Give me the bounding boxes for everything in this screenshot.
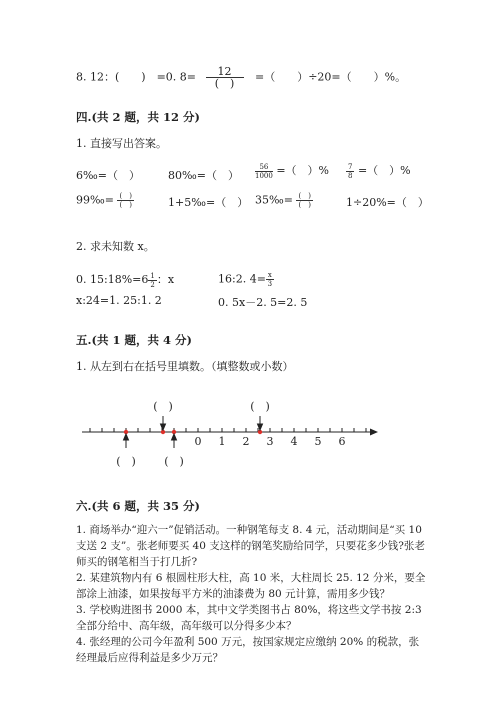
row2-c-prefix: 35‰=: [255, 193, 293, 207]
tick-label-5: 5: [314, 435, 322, 448]
row1-c-suffix: =（ ）%: [276, 164, 329, 177]
row2-a-fraction: [117, 192, 133, 209]
row1-d-suffix: =（ ）%: [357, 164, 411, 177]
eq2-fraction: [266, 271, 274, 288]
arrow-up-c-head-icon: [172, 434, 177, 440]
row2-c-fraction: [296, 192, 312, 209]
tick-label-3: 3: [266, 435, 274, 448]
row2-b: 1+5‰=（ ）: [168, 196, 249, 209]
section4-heading: 四.(共 2 题，共 12 分): [76, 110, 200, 124]
q8-line: [76, 66, 406, 89]
eq4: 0. 5x－2. 5=2. 5: [218, 296, 308, 309]
row2-c-den: ( ): [298, 201, 311, 209]
section5-heading: 五.(共 1 题，共 4 分): [76, 333, 192, 347]
row2-a-prefix: 99‰=: [76, 193, 114, 207]
row2-a-den: ( ): [119, 201, 132, 209]
eq1-suffix: ：x: [156, 273, 175, 286]
row2-c-num: ( ): [298, 192, 311, 200]
row1-d: [346, 162, 411, 180]
q8-prefix: 8. 12：( ) =0. 8=: [76, 70, 196, 84]
row1-c-fraction: [255, 163, 273, 180]
tick-label-2: 2: [242, 435, 250, 448]
eq1-frac-den: 2: [150, 280, 155, 289]
row2-a-num: ( ): [119, 192, 132, 200]
tick-label-4: 4: [290, 435, 298, 448]
eq2-frac-num: x: [267, 271, 272, 279]
number-line-arrow-icon: [370, 429, 378, 436]
eq2: [218, 271, 274, 288]
tick-label-0: 0: [194, 435, 202, 448]
tick-label-6: 6: [338, 435, 346, 448]
section5-q1-title: 1. 从左到右在括号里填数。（填整数或小数）: [76, 360, 294, 373]
eq1-fraction: [148, 272, 156, 289]
section6-problem-1: 1. 商场举办“迎六一”促销活动。一种钢笔每支 8. 4 元，活动期间是“买 10 支送 2 支”。张老师要买 40 支这样的钢笔奖励给同学，只要花多少钱?张老师买的钢笔相当于打几折?: [76, 524, 425, 568]
row1-a: 6‰=（ ）: [76, 169, 140, 182]
eq2-prefix: 16:2. 4=: [218, 272, 266, 286]
row2-d: 1÷20%=（ ）: [346, 196, 429, 209]
tick-label-1: 1: [218, 435, 226, 448]
arrow-down-b-head-icon: [161, 424, 166, 430]
eq2-frac-den: 3: [267, 280, 273, 288]
blank-below-c: ( ): [164, 455, 184, 468]
section4-q1-title: 1. 直接写出答案。: [76, 137, 167, 150]
blank-above-b: ( ): [153, 400, 173, 413]
row1-b: 80‰=（ ）: [168, 169, 239, 182]
section4-q2-title: 2. 求未知数 x。: [76, 240, 155, 253]
row1-c-den: 1000: [255, 171, 273, 180]
number-line-figure: [0, 390, 500, 490]
row1-c: [255, 162, 329, 180]
section6-problem-4: 4. 张经理的公司今年盈利 500 万元，按国家规定应缴纳 20% 的税款，张经理最后应得利益是多少万元？: [76, 636, 420, 664]
section6-heading: 六.(共 6 题，共 35 分): [76, 499, 200, 513]
number-line-ticks: [90, 428, 366, 432]
eq3: x:24=1. 25:1. 2: [76, 294, 162, 307]
blank-above-d: ( ): [250, 400, 270, 413]
q8-fraction: [206, 66, 244, 89]
eq1: [76, 271, 174, 289]
blank-below-a: ( ): [116, 455, 136, 468]
row1-d-fraction: [346, 163, 354, 180]
q8-frac-num: 12: [206, 66, 244, 78]
eq1-frac-num: 1: [150, 271, 155, 280]
q8-frac-den: ( ): [214, 77, 235, 90]
section6-problem-2: 2. 某建筑物内有 6 根圆柱形大柱，高 10 米，大柱周长 25. 12 分米，要全部涂上油漆，如果按每平方米的油漆费为 80 元计算，需用多少钱？: [76, 572, 426, 600]
section6-problem-3: 3. 学校购进图书 2000 本，其中文学类图书占 80%，将这些文学书按 2:3 全部分给中、高年级，高年级可以分得多少本？: [76, 604, 422, 632]
q8-suffix: =（ ）÷20=（ ）%。: [255, 70, 407, 84]
row2-c: [255, 192, 313, 209]
row1-d-num: 7: [348, 162, 353, 171]
row2-a: [76, 192, 134, 209]
eq1-prefix: 0. 15:18%=6: [76, 273, 149, 286]
row1-d-den: 8: [348, 171, 353, 180]
row1-c-num: 56: [255, 163, 273, 172]
arrow-up-a-head-icon: [124, 434, 129, 440]
